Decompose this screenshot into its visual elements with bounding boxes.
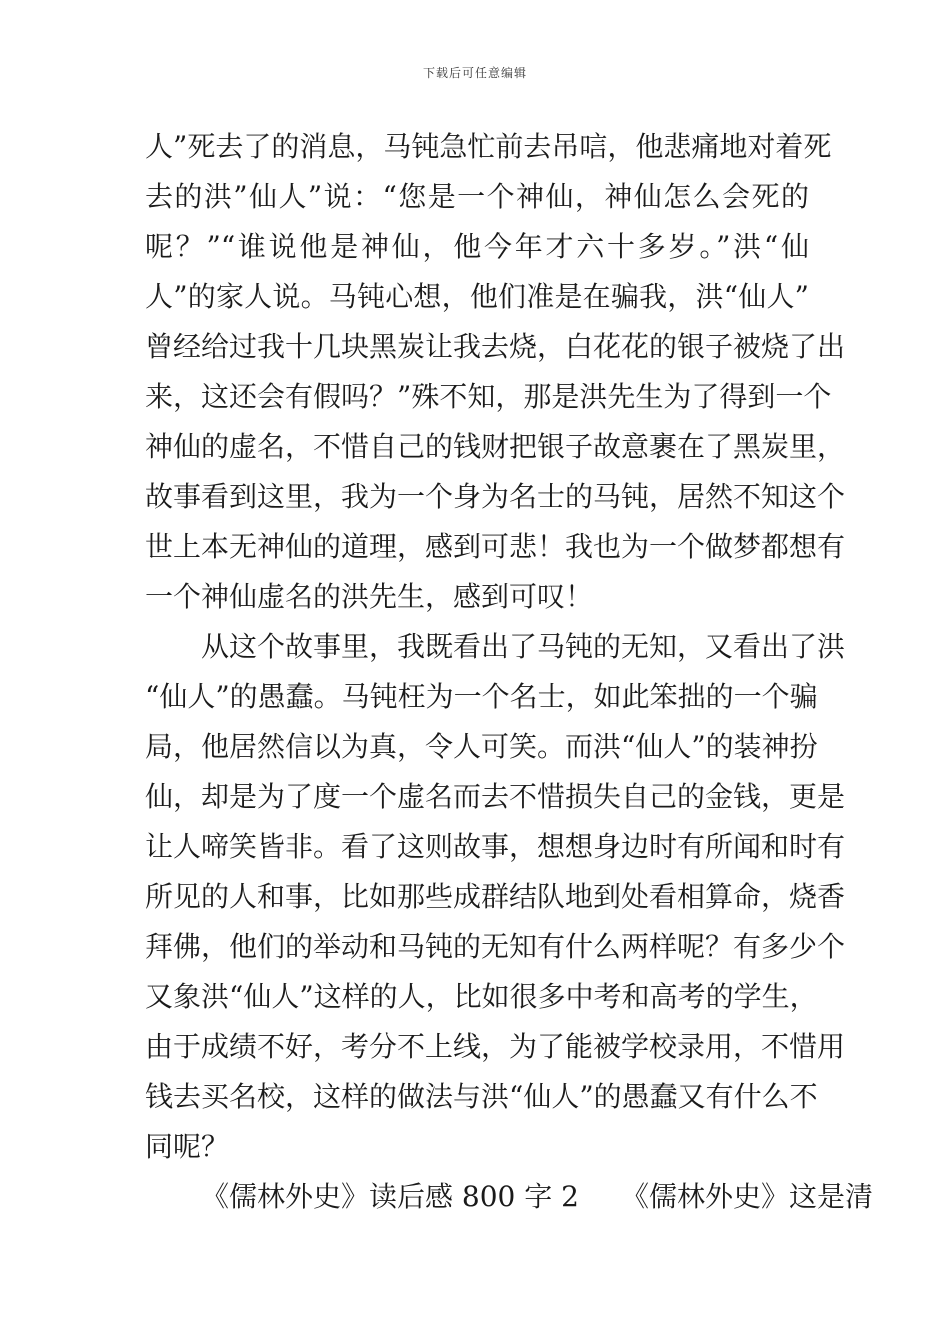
text-line: 人”的家人说。马钝心想，他们准是在骗我，洪“仙人” xyxy=(145,280,809,313)
text-line: 所见的人和事，比如那些成群结队地到处看相算命，烧香 xyxy=(145,880,846,913)
text-line: 从这个故事里，我既看出了马钝的无知，又看出了洪 xyxy=(201,630,846,663)
text-line: 又象洪“仙人”这样的人，比如很多中考和高考的学生， xyxy=(145,980,818,1013)
text-line: 来，这还会有假吗？”殊不知，那是洪先生为了得到一个 xyxy=(145,380,832,413)
text-line: 局，他居然信以为真，令人可笑。而洪“仙人”的装神扮 xyxy=(145,730,818,763)
text-line: 呢？”“谁说他是神仙，他今年才六十多岁。”洪“仙 xyxy=(145,230,809,263)
paragraph xyxy=(145,122,846,622)
text-line: 让人啼笑皆非。看了这则故事，想想身边时有所闻和时有 xyxy=(145,830,846,863)
body-text xyxy=(145,122,873,1222)
paragraph xyxy=(145,622,846,1172)
text-line: 人”死去了的消息，马钝急忙前去吊唁，他悲痛地对着死 xyxy=(145,130,832,163)
text-line: 故事看到这里，我为一个身为名士的马钝，居然不知这个 xyxy=(145,480,846,513)
text-line: 神仙的虚名，不惜自己的钱财把银子故意裹在了黑炭里， xyxy=(145,430,846,463)
text-line: 一个神仙虚名的洪先生，感到可叹！ xyxy=(145,580,594,613)
text-line: 拜佛，他们的举动和马钝的无知有什么两样呢？有多少个 xyxy=(145,930,846,963)
text-line: 钱去买名校，这样的做法与洪“仙人”的愚蠢又有什么不 xyxy=(145,1080,818,1113)
paragraph xyxy=(145,1172,873,1222)
text-line: “仙人”的愚蠢。马钝枉为一个名士，如此笨拙的一个骗 xyxy=(145,680,818,713)
text-line: 曾经给过我十几块黑炭让我去烧，白花花的银子被烧了出 xyxy=(145,330,846,363)
running-header: 下载后可任意编辑 xyxy=(422,66,527,80)
text-line: 由于成绩不好，考分不上线，为了能被学校录用，不惜用 xyxy=(145,1030,846,1063)
text-line: 去的洪”仙人”说：“您是一个神仙，神仙怎么会死的 xyxy=(145,180,809,213)
text-line: 世上本无神仙的道理，感到可悲！我也为一个做梦都想有 xyxy=(145,530,846,563)
text-line: 《儒林外史》读后感 800 字 2 《儒林外史》这是清 xyxy=(201,1180,873,1213)
text-line: 仙，却是为了度一个虚名而去不惜损失自己的金钱，更是 xyxy=(145,780,846,813)
text-line: 同呢？ xyxy=(145,1130,230,1163)
